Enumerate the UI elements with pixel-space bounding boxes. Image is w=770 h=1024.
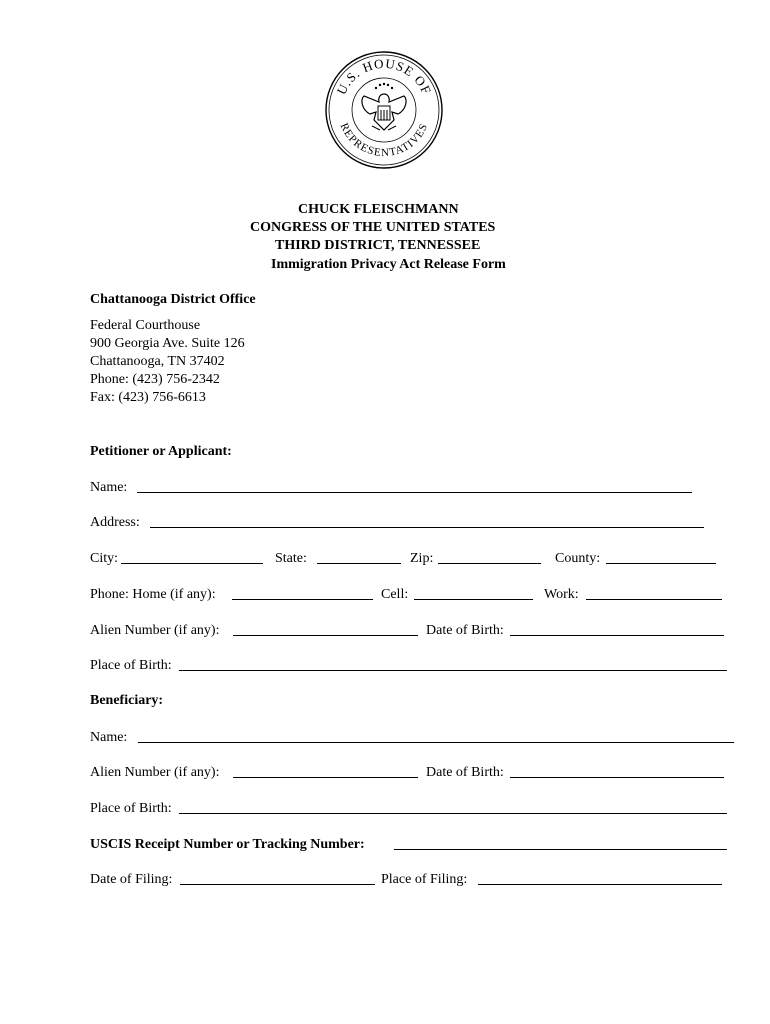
- receipt-number-field[interactable]: [394, 849, 727, 850]
- office-fax: Fax: (423) 756-6613: [90, 390, 206, 405]
- beneficiary-heading: Beneficiary:: [90, 693, 164, 708]
- beneficiary-name-field[interactable]: [138, 742, 734, 743]
- filing-date-label: Date of Filing:: [90, 872, 173, 887]
- petitioner-work-label: Work:: [544, 587, 579, 602]
- filing-place-label: Place of Filing:: [381, 872, 468, 887]
- petitioner-heading: Petitioner or Applicant:: [90, 444, 232, 459]
- petitioner-zip-field[interactable]: [438, 563, 541, 564]
- petitioner-name-field[interactable]: [137, 492, 692, 493]
- petitioner-phone-home-label: Phone: Home (if any):: [90, 587, 216, 602]
- filing-date-field[interactable]: [180, 884, 375, 885]
- petitioner-address-label: Address:: [90, 515, 140, 530]
- petitioner-name-label: Name:: [90, 480, 128, 495]
- svg-text:REPRESENTATIVES: REPRESENTATIVES: [337, 121, 431, 160]
- office-phone: Phone: (423) 756-2342: [90, 372, 220, 387]
- petitioner-phone-home-field[interactable]: [232, 599, 373, 600]
- beneficiary-dob-field[interactable]: [510, 777, 724, 778]
- receipt-number-label: USCIS Receipt Number or Tracking Number:: [90, 837, 365, 852]
- beneficiary-alien-field[interactable]: [233, 777, 418, 778]
- svg-text:U.S. HOUSE OF: U.S. HOUSE OF: [333, 55, 435, 97]
- petitioner-state-label: State:: [275, 551, 307, 566]
- beneficiary-name-label: Name:: [90, 730, 128, 745]
- filing-place-field[interactable]: [478, 884, 722, 885]
- beneficiary-alien-label: Alien Number (if any):: [90, 765, 220, 780]
- petitioner-pob-field[interactable]: [179, 670, 727, 671]
- petitioner-address-field[interactable]: [150, 527, 704, 528]
- office-address-line: 900 Georgia Ave. Suite 126: [90, 336, 245, 351]
- congressman-name: CHUCK FLEISCHMANN: [298, 202, 459, 217]
- petitioner-county-label: County:: [555, 551, 601, 566]
- form-title: Immigration Privacy Act Release Form: [271, 257, 506, 272]
- petitioner-dob-field[interactable]: [510, 635, 724, 636]
- beneficiary-dob-label: Date of Birth:: [426, 765, 504, 780]
- petitioner-cell-field[interactable]: [414, 599, 533, 600]
- petitioner-city-field[interactable]: [121, 563, 263, 564]
- petitioner-county-field[interactable]: [606, 563, 716, 564]
- petitioner-cell-label: Cell:: [381, 587, 409, 602]
- house-seal-logo: [324, 50, 444, 170]
- petitioner-pob-label: Place of Birth:: [90, 658, 172, 673]
- district-line: THIRD DISTRICT, TENNESSEE: [275, 238, 481, 253]
- beneficiary-pob-field[interactable]: [179, 813, 727, 814]
- office-address-line: Federal Courthouse: [90, 318, 201, 333]
- office-address-line: Chattanooga, TN 37402: [90, 354, 225, 369]
- petitioner-zip-label: Zip:: [410, 551, 434, 566]
- petitioner-alien-label: Alien Number (if any):: [90, 623, 220, 638]
- petitioner-state-field[interactable]: [317, 563, 401, 564]
- office-heading: Chattanooga District Office: [90, 292, 256, 307]
- petitioner-work-field[interactable]: [586, 599, 722, 600]
- petitioner-alien-field[interactable]: [233, 635, 418, 636]
- petitioner-city-label: City:: [90, 551, 119, 566]
- petitioner-dob-label: Date of Birth:: [426, 623, 504, 638]
- congress-line: CONGRESS OF THE UNITED STATES: [250, 220, 496, 235]
- beneficiary-pob-label: Place of Birth:: [90, 801, 172, 816]
